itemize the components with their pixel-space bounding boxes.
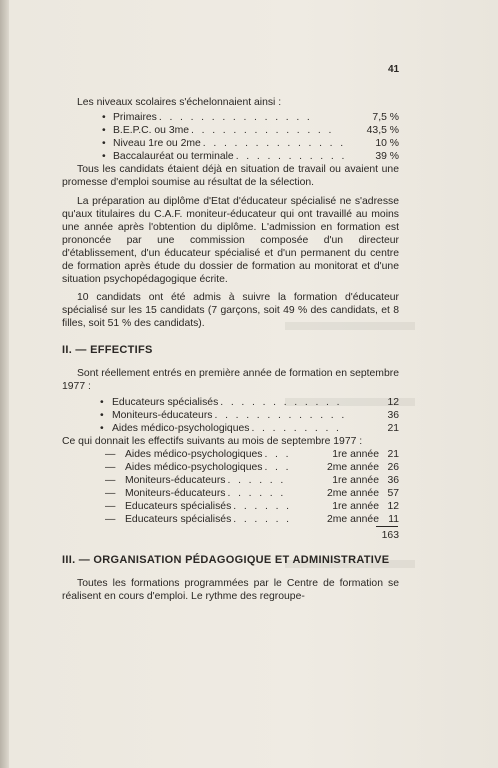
bullet-icon: • — [100, 410, 104, 421]
paragraph-organisation: Toutes les formations programmées par le Centre de formation se réalisent en cours d'emploi. Le rythme des regroupe- — [62, 578, 399, 602]
table-row: — Moniteurs-éducateurs . . . . . . 2me année 57 — [105, 488, 399, 499]
total-value: 163 — [381, 530, 399, 541]
table-row: — Aides médico-psychologiques . . . 1re année 21 — [105, 449, 399, 460]
dash-icon: — — [105, 501, 116, 512]
binding-edge — [0, 0, 9, 768]
bullet-icon: • — [100, 423, 104, 434]
list-item: • B.E.P.C. ou 3me . . . . . . . . . . . . . . 43,5 % — [102, 125, 399, 136]
dash-icon: — — [105, 488, 116, 499]
dash-icon: — — [105, 514, 116, 525]
paragraph-candidates: Tous les candidats étaient déjà en situation de travail ou avaient une promesse d'emploi soumise au résultat de la sélection. — [62, 164, 399, 188]
dash-icon: — — [105, 475, 116, 486]
page-number: 41 — [388, 64, 400, 75]
dash-icon: — — [105, 449, 116, 460]
list-item: • Educateurs spécialisés . . . . . . . . . . . . 12 — [100, 397, 399, 408]
section-heading-organisation: III. — ORGANISATION PÉDAGOGIQUE ET ADMINISTRATIVE — [62, 554, 390, 566]
section-heading-effectifs: II. — EFFECTIFS — [62, 344, 153, 356]
list-item: • Primaires . . . . . . . . . . . . . . . 7,5 % — [102, 112, 399, 123]
levels-intro: Les niveaux scolaires s'échelonnaient ainsi : — [77, 97, 282, 108]
table-row: — Moniteurs-éducateurs . . . . . . 1re année 36 — [105, 475, 399, 486]
bullet-icon: • — [102, 151, 106, 162]
list-item: • Baccalauréat ou terminale . . . . . . . . . . . 39 % — [102, 151, 399, 162]
list-item: • Niveau 1re ou 2me . . . . . . . . . . . . . . 10 % — [102, 138, 399, 149]
list-item: • Moniteurs-éducateurs . . . . . . . . . . . . . 36 — [100, 410, 399, 421]
dash-icon: — — [105, 462, 116, 473]
effectifs-intro: Sont réellement entrés en première année de formation en septembre 1977 : — [62, 368, 399, 392]
list-item: • Aides médico-psychologiques . . . . . . . . . 21 — [100, 423, 399, 434]
bullet-icon: • — [102, 112, 106, 123]
paragraph-preparation: La préparation au diplôme d'Etat d'éducateur spécialisé ne s'adresse qu'aux titulaires du C.A.F. moniteur-éducateur qui ont travaillé au moins une année après l'obtention du diplôme. L'admission en formation est prononcée par une commission composée d'un directeur d'établissement, d'un éducateur spécialisé et d'un permanent du centre de formation après étude du dossier de formation au monitorat et d'une situation psychopédagogique écrite. — [62, 196, 399, 285]
page-content — [62, 96, 399, 603]
summary-intro: Ce qui donnait les effectifs suivants au mois de septembre 1977 : — [62, 436, 363, 447]
table-row: — Educateurs spécialisés . . . . . . 2me année 11 — [105, 514, 399, 525]
bullet-icon: • — [102, 125, 106, 136]
bullet-icon: • — [100, 397, 104, 408]
table-row: — Educateurs spécialisés . . . . . . 1re année 12 — [105, 501, 399, 512]
paragraph-admitted: 10 candidats ont été admis à suivre la formation d'éducateur spécialisé sur les 15 candidats (7 garçons, soit 49 % des candidats, et 8 filles, soit 51 % des candidats). — [62, 292, 399, 329]
table-row: — Aides médico-psychologiques . . . 2me année 26 — [105, 462, 399, 473]
total-rule — [376, 526, 398, 527]
bullet-icon: • — [102, 138, 106, 149]
